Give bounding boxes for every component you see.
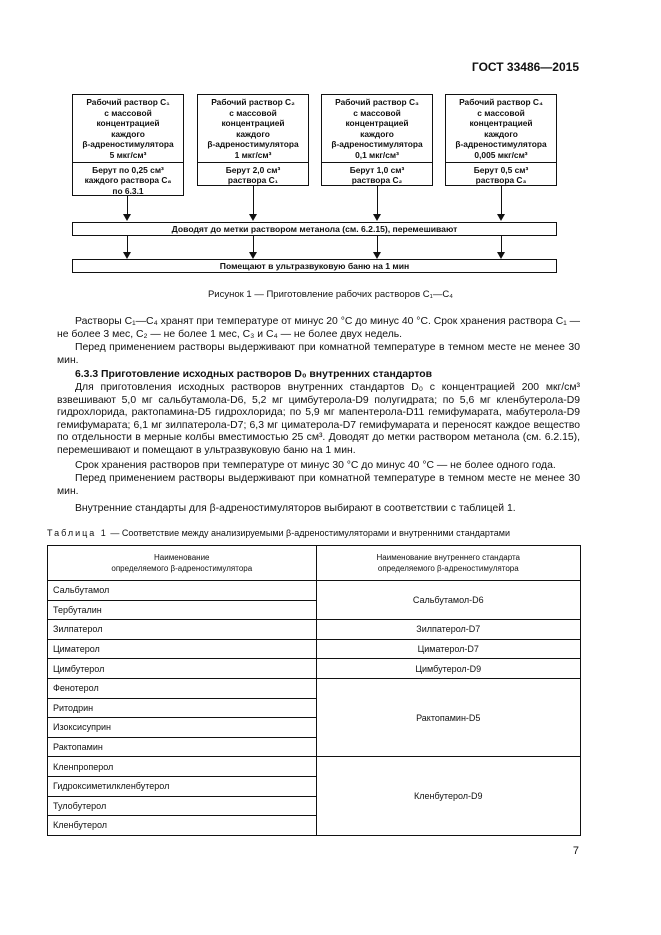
analyte-cell: Тулобутерол xyxy=(48,796,317,816)
document-header: ГОСТ 33486—2015 xyxy=(471,60,579,74)
table-row xyxy=(48,757,581,777)
table-row xyxy=(48,659,581,679)
table-header-row xyxy=(48,546,581,581)
table-row xyxy=(48,581,581,601)
paragraph-preparation: Для приготовления исходных растворов внутренних стандартов D₀ с концентрацией 200 мкг/см³ взвешивают 5,0 мг сальбутамола-D6, 5,2 мг цимбутерола-D9 полугидрата; по 5,6 мг кленбутерола-D9 гидрохлорида, рактопамина-D5 гидрохлорида; по 5,9 мг мапентерола-D11 гемифумарата, мабутерола-D9 гемифумарата; 6,1 мг зилпатерола-D7; 6,3 мг циматерола-D7 гемифумарата и переносят каждое вещество по отдельности в мерные колбы вместимостью 25 см³. Доводят до метки раствором метанола (см. 6.2.15), перемешивают и помещают в ультразвуковую баню на 1 мин. xyxy=(57,382,580,456)
solution-foot: Берут 2,0 см³ раствора C₁ xyxy=(198,162,308,188)
solution-head: Рабочий раствор C₄ с массовой концентрацией каждого β-адреностимулятора 0,005 мкг/см³ xyxy=(455,97,547,160)
column-header-standard: Наименование внутреннего стандарта определяемого β-адреностимулятора xyxy=(316,546,580,581)
analyte-cell: Цимбутерол xyxy=(48,659,317,679)
step-dilute: Доводят до метки раствором метанола (см. 6.2.15), перемешивают xyxy=(72,222,557,236)
standards-table xyxy=(47,545,581,836)
solution-foot: Берут 1,0 см³ раствора C₂ xyxy=(322,162,432,188)
solution-head: Рабочий раствор C₁ с массовой концентрацией каждого β-адреностимулятора 5 мкг/см³ xyxy=(82,97,174,160)
standard-cell: Зилпатерол-D7 xyxy=(316,620,580,640)
analyte-cell: Кленбутерол xyxy=(48,816,317,836)
column-header-analyte: Наименование определяемого β-адреностимулятора xyxy=(48,546,317,581)
section-heading-6-3-3: 6.3.3 Приготовление исходных растворов D₀ внутренних стандартов xyxy=(75,369,433,380)
connector-line xyxy=(377,236,378,252)
paragraph-before-use-2: Перед применением растворы выдерживают при комнатной температуре в темном месте не менее 30 мин. xyxy=(57,473,580,497)
solution-foot: Берут 0,5 см³ раствора C₃ xyxy=(446,162,556,188)
connector-line xyxy=(501,236,502,252)
connector-line xyxy=(377,186,378,214)
connector-line xyxy=(253,186,254,214)
solution-box-3 xyxy=(321,94,433,186)
solution-box-1 xyxy=(72,94,184,196)
arrow-down-icon xyxy=(123,214,131,221)
paragraph-shelf-life: Срок хранения растворов при температуре от минус 30 °С до минус 40 °С — не более одного года. xyxy=(75,460,556,471)
standard-cell: Сальбутамол-D6 xyxy=(316,581,580,620)
analyte-cell: Циматерол xyxy=(48,639,317,659)
analyte-cell: Гидроксиметилкленбутерол xyxy=(48,776,317,796)
arrow-down-icon xyxy=(497,214,505,221)
arrow-down-icon xyxy=(373,252,381,259)
solution-foot: Берут по 0,25 см³ каждого раствора C₈ по 6.3.1 xyxy=(73,162,183,199)
connector-line xyxy=(501,186,502,214)
solution-box-2 xyxy=(197,94,309,186)
solution-box-4 xyxy=(445,94,557,186)
page-number: 7 xyxy=(572,845,579,857)
arrow-down-icon xyxy=(497,252,505,259)
table-row xyxy=(48,620,581,640)
arrow-down-icon xyxy=(249,214,257,221)
connector-line xyxy=(127,236,128,252)
analyte-cell: Сальбутамол xyxy=(48,581,317,601)
analyte-cell: Рактопамин xyxy=(48,737,317,757)
table-row xyxy=(48,639,581,659)
table-row xyxy=(48,678,581,698)
arrow-down-icon xyxy=(123,252,131,259)
standard-cell: Цимбутерол-D9 xyxy=(316,659,580,679)
connector-line xyxy=(253,236,254,252)
solution-head: Рабочий раствор C₃ с массовой концентрацией каждого β-адреностимулятора 0,1 мкг/см³ xyxy=(331,97,423,160)
arrow-down-icon xyxy=(249,252,257,259)
paragraph-storage: Растворы C₁—C₄ хранят при температуре от минус 20 °С до минус 40 °С. Срок хранения раствора C₁ — не более 3 мес, C₂ — не более 1 мес, C₃ и C₄ — не более двух недель. xyxy=(57,316,580,340)
table-caption: Таблица 1 — Соответствие между анализируемыми β-адреностимуляторами и внутренними стандартами xyxy=(47,528,510,538)
solution-head: Рабочий раствор C₂ с массовой концентрацией каждого β-адреностимулятора 1 мкг/см³ xyxy=(207,97,299,160)
figure-caption: Рисунок 1 — Приготовление рабочих растворов C₁—C₄ xyxy=(207,289,454,300)
analyte-cell: Кленпроперол xyxy=(48,757,317,777)
analyte-cell: Изоксисуприн xyxy=(48,718,317,738)
connector-line xyxy=(127,196,128,214)
standard-cell: Рактопамин-D5 xyxy=(316,678,580,756)
step-ultrasonic: Помещают в ультразвуковую баню на 1 мин xyxy=(72,259,557,273)
arrow-down-icon xyxy=(373,214,381,221)
analyte-cell: Ритодрин xyxy=(48,698,317,718)
standard-cell: Циматерол-D7 xyxy=(316,639,580,659)
standard-cell: Кленбутерол-D9 xyxy=(316,757,580,835)
analyte-cell: Фенотерол xyxy=(48,678,317,698)
analyte-cell: Зилпатерол xyxy=(48,620,317,640)
paragraph-before-use: Перед применением растворы выдерживают при комнатной температуре в темном месте не менее 30 мин. xyxy=(57,342,580,366)
analyte-cell: Тербуталин xyxy=(48,600,317,620)
paragraph-standards: Внутренние стандарты для β-адреностимуляторов выбирают в соответствии с таблицей 1. xyxy=(75,503,516,514)
